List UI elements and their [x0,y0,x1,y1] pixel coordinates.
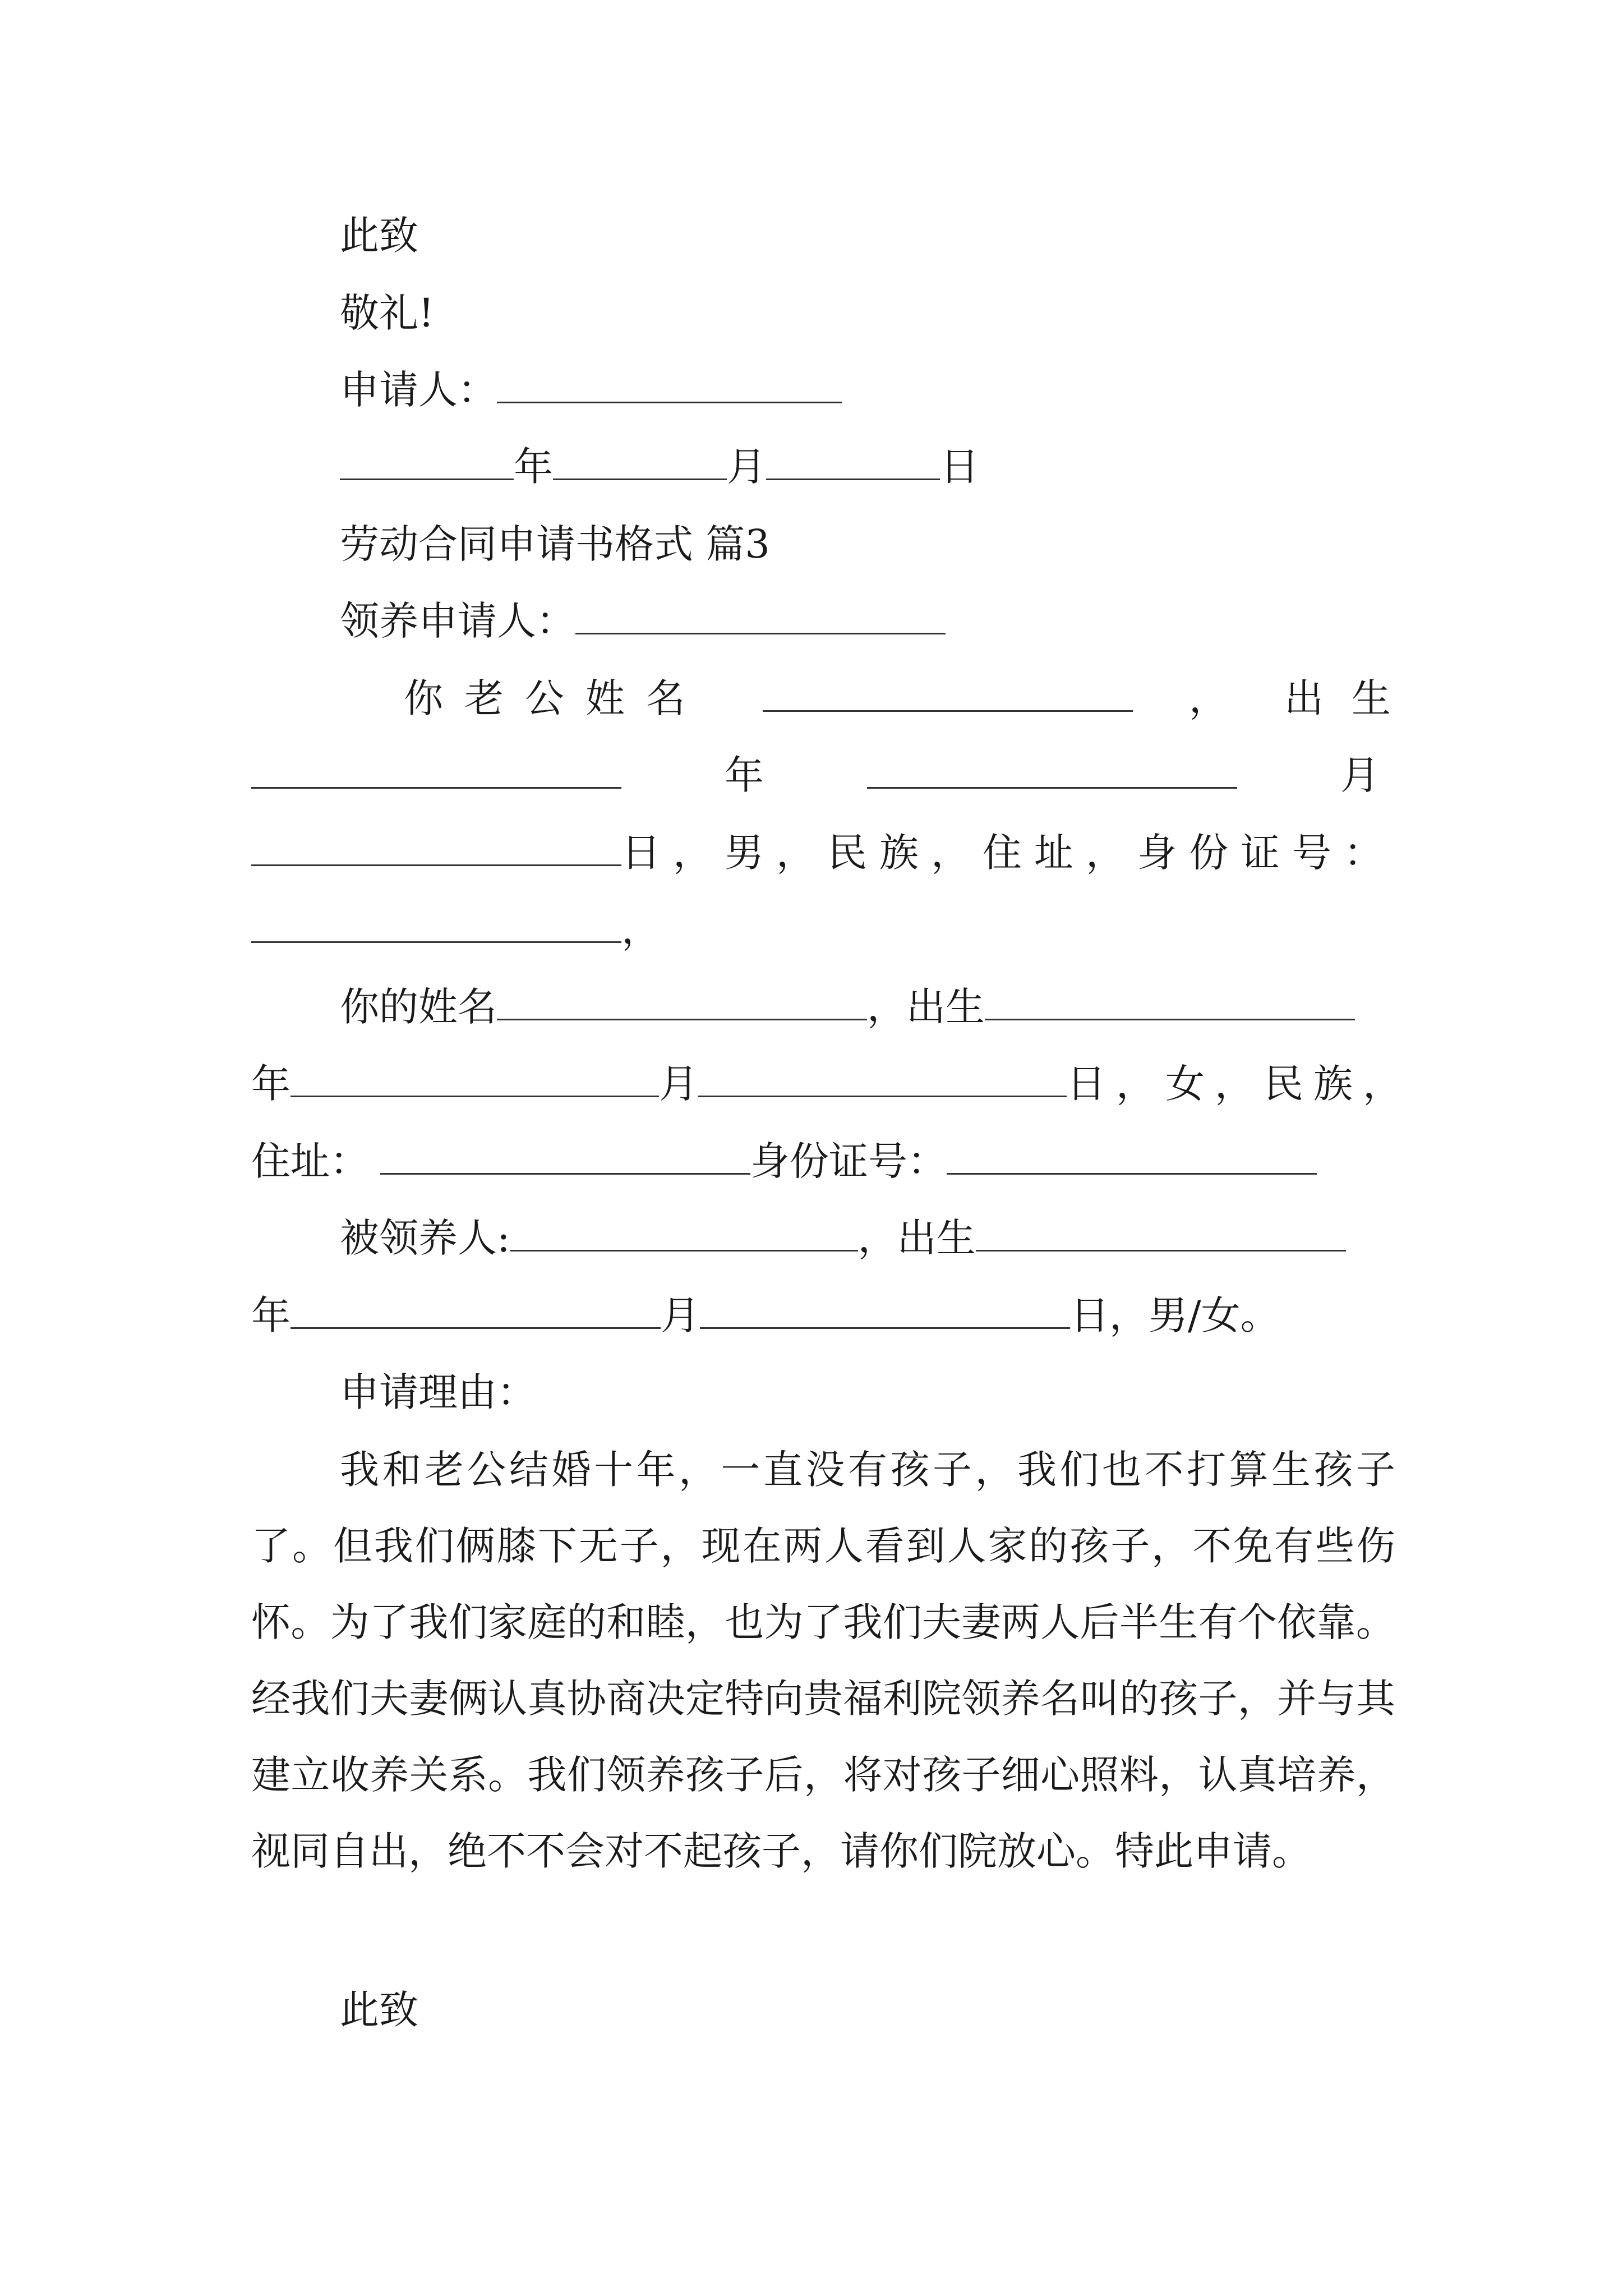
month-blank [553,441,727,480]
wife-month-blank [698,1059,1067,1097]
husband-born-label: 出生 [1284,675,1419,721]
husband-line3-text: 日，男，民族，住址，身份证号： [621,830,1395,876]
date-line [340,439,979,495]
husband-line-2 [251,747,1380,803]
year-blank [340,441,514,480]
adoptee-label: 被领养人: [340,1215,510,1261]
wife-line-2 [251,1056,1412,1112]
husband-born-blank [251,750,621,789]
wife-born-label: ，出生 [867,984,985,1030]
adopt-applicant-label: 领养申请人： [340,598,575,644]
adoptee-month-blank [700,1290,1070,1329]
signature-line [340,362,842,418]
adopt-applicant-blank [575,596,946,634]
wife-address-blank [380,1136,750,1175]
day-blank [766,441,940,480]
husband-name-blank [763,673,1133,712]
husband-comma: ， [1189,675,1228,721]
adoptee-born-blank [976,1213,1346,1251]
wife-year-label: 年 [251,1061,291,1107]
adoptee-month-label: 月 [661,1292,700,1338]
applicant-label: 申请人： [340,367,497,413]
wife-name-blank [497,982,867,1020]
wife-address-label: 住址： [251,1138,369,1184]
adoptee-name-blank [510,1213,858,1251]
adoptee-rest: 日，男/女。 [1070,1292,1280,1338]
husband-line-1 [404,670,1419,726]
wife-name-label: 你的姓名 [340,984,497,1030]
husband-name-label: 你老公姓名 [404,675,707,721]
husband-year-blank [867,750,1237,789]
wife-born-blank [985,982,1355,1020]
reason-label: 申请理由： [340,1369,536,1415]
adopt-applicant-line [340,593,946,649]
adoptee-year-blank [291,1290,661,1329]
husband-year-label: 年 [725,752,764,798]
wife-month-label: 月 [659,1061,698,1107]
applicant-blank [497,365,842,403]
husband-id-blank [251,904,621,943]
wife-year-blank [291,1059,659,1097]
section-heading: 劳动合同申请书格式 篇3 [340,521,770,567]
closing-cizhi-2: 此致 [340,1987,418,2033]
wife-line-1 [340,979,1355,1035]
husband-line-3 [251,825,1395,881]
husband-month-label: 月 [1340,752,1380,798]
adoptee-born-label: ，出生 [857,1215,976,1261]
month-label: 月 [727,444,766,490]
reason-paragraph: 我和老公结婚十年，一直没有孩子，我们也不打算生孩子了。但我们俩膝下无子，现在两人看到人家的孩子，不免有些伤怀。为了我们家庭的和睦，也为了我们夫妻两人后半生有个依靠。经我们夫妻俩认真协商决定特向贵福利院领养名叫的孩子，并与其建立收养关系。我们领养孩子后，将对孩子细心照料，认真培养，视同自出，绝不不会对不起孩子，请你们院放心。特此申请。 [251,1447,1395,1874]
adoptee-line-1 [340,1210,1346,1266]
year-label: 年 [514,444,553,490]
closing-jingli: 敬礼! [340,290,435,336]
husband-line-4 [251,901,661,958]
day-label: 日 [940,444,979,490]
husband-month-blank [251,827,621,866]
wife-line-3 [251,1133,1317,1189]
wife-line2-rest: 日，女，民族， [1067,1061,1412,1107]
husband-end: ， [621,907,661,953]
adoptee-year-label: 年 [251,1292,291,1338]
wife-id-blank [947,1136,1317,1175]
adoptee-line-2 [251,1287,1280,1343]
closing-cizhi: 此致 [340,213,418,259]
wife-id-label: 身份证号： [750,1138,947,1184]
